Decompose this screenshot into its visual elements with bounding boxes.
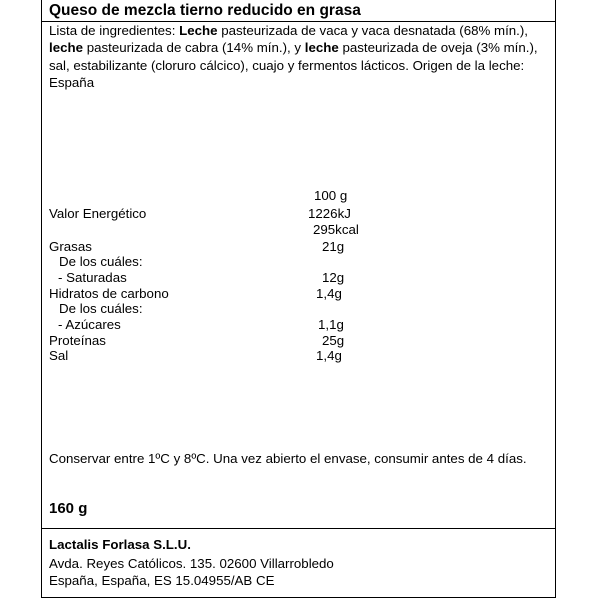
energy-label: Valor Energético	[49, 206, 147, 221]
nutrient-label: - Azúcares	[58, 317, 121, 332]
ingredients-text: pasteurizada de cabra (14% mín.), y	[83, 40, 305, 56]
nutrient-value: 12g	[322, 270, 345, 285]
energy-kcal: 295kcal	[313, 222, 359, 237]
nutrient-label: Sal	[49, 348, 69, 363]
nutrient-sublabel: De los cuáles:	[59, 254, 143, 269]
company-name: Lactalis Forlasa S.L.U.	[49, 537, 191, 552]
ingredients-text: pasteurizada de vaca y vaca desnatada (68% mín.),	[217, 23, 528, 38]
nutrient-value: 1,4g	[316, 348, 342, 363]
storage-instructions: Conservar entre 1ºC y 8ºC. Una vez abierto el envase, consumir antes de 4 días.	[49, 451, 527, 466]
nutrition-header: 100 g	[314, 188, 348, 203]
nutrient-value: 21g	[322, 239, 345, 254]
nutrient-label: - Saturadas	[58, 270, 127, 285]
ingredient-allergen: Leche	[179, 23, 218, 38]
nutrient-label: Hidratos de carbono	[49, 286, 169, 301]
ingredients-text: pasteurizada de oveja (3% mín.), sal, estabilizante (cloruro cálcico), cuajo y fermentos lácticos. Origen de la leche: España	[49, 40, 538, 91]
divider-weight	[41, 528, 556, 529]
company-country-line: España, España, ES 15.04955/AB CE	[49, 573, 275, 588]
ingredients-list	[49, 22, 549, 92]
ingredient-allergen: leche	[304, 40, 339, 56]
nutrient-label: Grasas	[49, 239, 92, 254]
energy-kj: 1226kJ	[308, 206, 351, 221]
product-title: Queso de mezcla tierno reducido en grasa	[49, 2, 361, 19]
company-address: Avda. Reyes Católicos. 135. 02600 Villarrobledo	[49, 556, 334, 571]
nutrient-value: 1,1g	[318, 317, 344, 332]
nutrient-value: 1,4g	[316, 286, 342, 301]
nutrient-sublabel: De los cuáles:	[59, 301, 143, 316]
ingredients-text: Lista de ingredientes:	[49, 23, 180, 38]
nutrient-label: Proteínas	[49, 333, 106, 348]
nutrient-value: 25g	[322, 333, 345, 348]
net-weight: 160 g	[49, 500, 88, 517]
ingredient-allergen: leche	[49, 40, 84, 56]
